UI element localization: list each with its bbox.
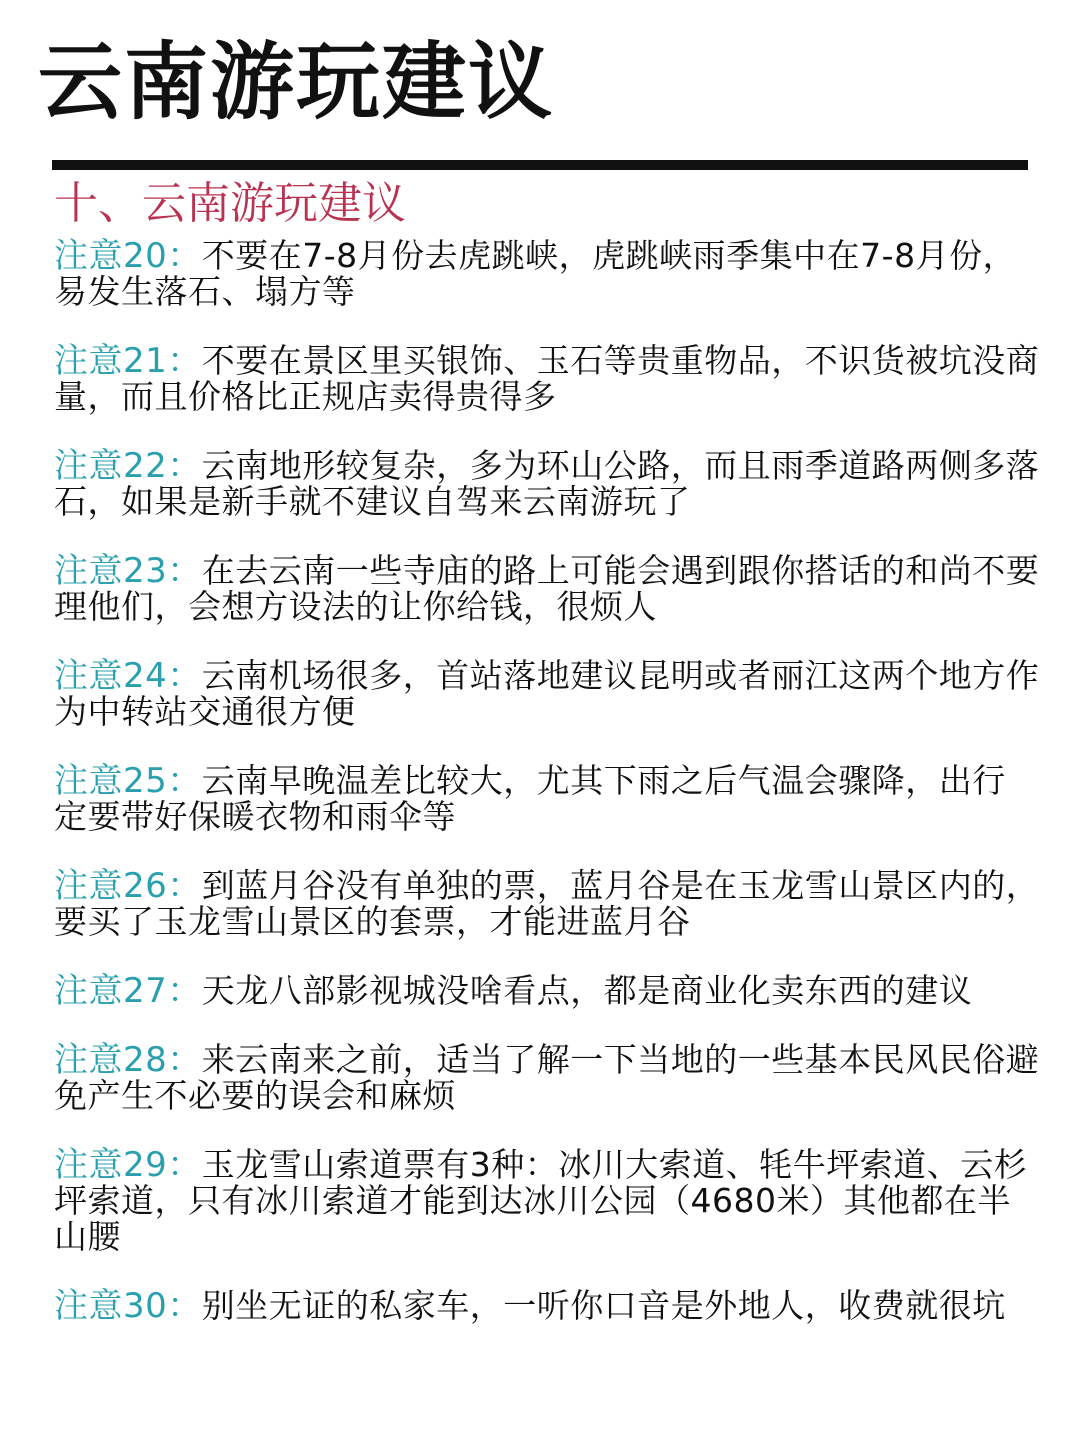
tip-item bbox=[54, 658, 1044, 730]
tip-text: 不要在景区里买银饰、玉石等贵重物品，不识货被坑没商量，而且价格比正规店卖得贵得多 bbox=[54, 341, 1040, 416]
tip-text: 别坐无证的私家车，一听你口音是外地人，收费就很坑 bbox=[201, 1286, 1006, 1325]
tip-label: 注意29： bbox=[54, 1145, 202, 1185]
tip-item bbox=[54, 238, 1044, 310]
tip-text: 云南早晚温差比较大，尤其下雨之后气温会骤降，出行 定要带好保暖衣物和雨伞等 bbox=[54, 761, 1006, 836]
tip-text: 到蓝月谷没有单独的票，蓝月谷是在玉龙雪山景区内的，要买了玉龙雪山景区的套票，才能进蓝月谷 bbox=[54, 866, 1040, 941]
tip-item bbox=[54, 868, 1044, 940]
tip-item bbox=[54, 448, 1044, 520]
tip-label: 注意23： bbox=[54, 551, 202, 591]
tip-text: 玉龙雪山索道票有3种：冰川大索道、牦牛坪索道、云杉坪索道，只有冰川索道才能到达冰川公园（4680米）其他都在半山腰 bbox=[54, 1145, 1028, 1256]
tip-label: 注意24： bbox=[54, 656, 202, 696]
tip-item bbox=[54, 1042, 1044, 1114]
tip-item bbox=[54, 343, 1044, 415]
tip-item bbox=[54, 763, 1044, 835]
tip-item bbox=[54, 1147, 1044, 1255]
tip-text: 来云南来之前，适当了解一下当地的一些基本民风民俗避免产生不必要的误会和麻烦 bbox=[54, 1040, 1040, 1115]
tips-list bbox=[54, 238, 1044, 1357]
tip-text: 在去云南一些寺庙的路上可能会遇到跟你搭话的和尚不要理他们，会想方设法的让你给钱，很烦人 bbox=[54, 551, 1040, 626]
tip-label: 注意27： bbox=[54, 971, 202, 1011]
tip-label: 注意26： bbox=[54, 866, 202, 906]
tip-text: 天龙八部影视城没啥看点，都是商业化卖东西的建议 bbox=[201, 971, 973, 1010]
tip-item bbox=[54, 973, 1044, 1009]
tip-label: 注意22： bbox=[54, 446, 202, 486]
tip-label: 注意20： bbox=[54, 236, 202, 276]
tip-item bbox=[54, 553, 1044, 625]
tip-label: 注意25： bbox=[54, 761, 202, 801]
page-title: 云南游玩建议 bbox=[38, 33, 555, 131]
tip-label: 注意30： bbox=[54, 1286, 202, 1326]
tip-text: 不要在7-8月份去虎跳峡，虎跳峡雨季集中在7-8月份，易发生落石、塌方等 bbox=[54, 236, 1017, 311]
tip-label: 注意28： bbox=[54, 1040, 202, 1080]
section-title: 十、云南游玩建议 bbox=[54, 178, 406, 229]
tip-item bbox=[54, 1288, 1044, 1324]
tip-label: 注意21： bbox=[54, 341, 202, 381]
tip-text: 云南地形较复杂，多为环山公路，而且雨季道路两侧多落石，如果是新手就不建议自驾来云南游玩了 bbox=[54, 446, 1040, 521]
title-divider bbox=[52, 160, 1028, 170]
tip-text: 云南机场很多，首站落地建议昆明或者丽江这两个地方作为中转站交通很方便 bbox=[54, 656, 1040, 731]
